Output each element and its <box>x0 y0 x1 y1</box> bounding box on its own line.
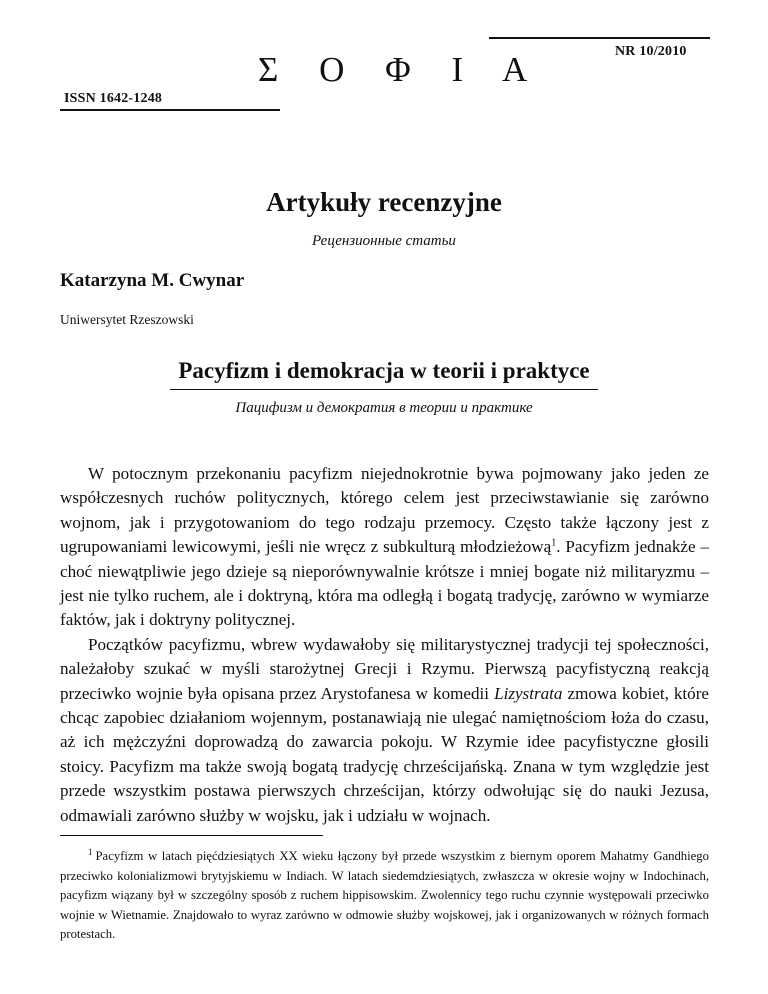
footnote-text: Pacyfizm w latach pięćdziesiątych XX wieku łączony był przede wszystkim z biernym oporem Mahatmy Gandhiego przeciwko kolonializmowi brytyjskiemu w Indiach. W latach siedemdziesiątych, zwłaszcza w okresie wojny w Indochinach, pacyfizm wiązany był w szczególny sposób z ruchem hippisowskim. Zwolennicy tego ruchu czynnie występowali przeciwko wojnie w Wietnamie. Znajdowało to wyraz zarówno w odmowie służby wojskowej, jak i organizowanych w różnych formach protestach. <box>60 849 709 941</box>
author-affiliation: Uniwersytet Rzeszowski <box>60 312 194 327</box>
article-title: Pacyfizm i demokracja w teorii i praktyce <box>178 358 590 383</box>
footnote <box>60 847 709 945</box>
footnote-number: 1 <box>88 846 93 857</box>
issn: ISSN 1642-1248 <box>64 91 163 106</box>
work-title-lizystrata: Lizystrata <box>494 683 563 703</box>
article-title-russian: Пацифизм и демократия в теории и практике <box>235 400 533 416</box>
author-name: Katarzyna M. Cwynar <box>60 270 245 291</box>
paragraph-1: W potocznym przekonaniu pacyfizm niejednokrotnie bywa pojmowany jako jeden ze współczesnych ruchów politycznych, którego celem jest przeciwstawianie się zarówno wojnom, jak i przygotowaniom do tego rodzaju przemocy. Często także łączony jest z ugrupowaniami lewicowymi, jeśli nie wręcz z subkulturą młodzieżową$^1$. Pacyfizm jednakże – choć niewątpliwie jego dzieje są nieporównywalnie krótsze i mniej bogate niż militaryzmu – jest nie tylko ruchem, ale i doktryną, która ma odległą i bogatą tradycję, zarówno w wymiarze faktów, jak i doktryny politycznej. <box>60 464 709 630</box>
issn-rule <box>60 109 280 111</box>
footnote-reference[interactable]: 1 <box>551 537 557 549</box>
article-body <box>60 462 709 828</box>
section-title: Artykuły recenzyjne <box>266 187 502 217</box>
article-title-rule <box>170 389 598 390</box>
footnote-separator <box>60 835 323 836</box>
journal-title: Σ Ο Φ Ι Α <box>258 50 544 89</box>
paragraph-2: Początków pacyfizmu, wbrew wydawałoby się militarystycznej tradycji tej społeczności, należałoby szukać w myśli starożytnej Grecji i Rzymu. Pierwszą pacyfistyczną reakcją przeciwko wojnie była opisana przez Arystofanesa w komedii Lizystrata zmowa kobiet, które chcąc zapobiec działaniom wojennym, postanawiają nie ulegać namiętnościom łoża do czasu, aż ich mężczyźni doprowadzą do zawarcia pokoju. W Rzymie idee pacyfistyczne głosili stoicy. Pacyfizm ma także swoją bogatą tradycję chrześcijańską. Znana w tym względzie jest przede wszystkim postawa pierwszych chrześcijan, którzy odwołując się do nauki Jezusa, odmawiali zarówno służby w wojsku, jak i udziału w wojnach. <box>60 634 709 825</box>
section-title-russian: Рецензионные статьи <box>312 233 456 249</box>
issue-number: NR 10/2010 <box>615 44 687 59</box>
header-top-rule <box>489 37 710 39</box>
